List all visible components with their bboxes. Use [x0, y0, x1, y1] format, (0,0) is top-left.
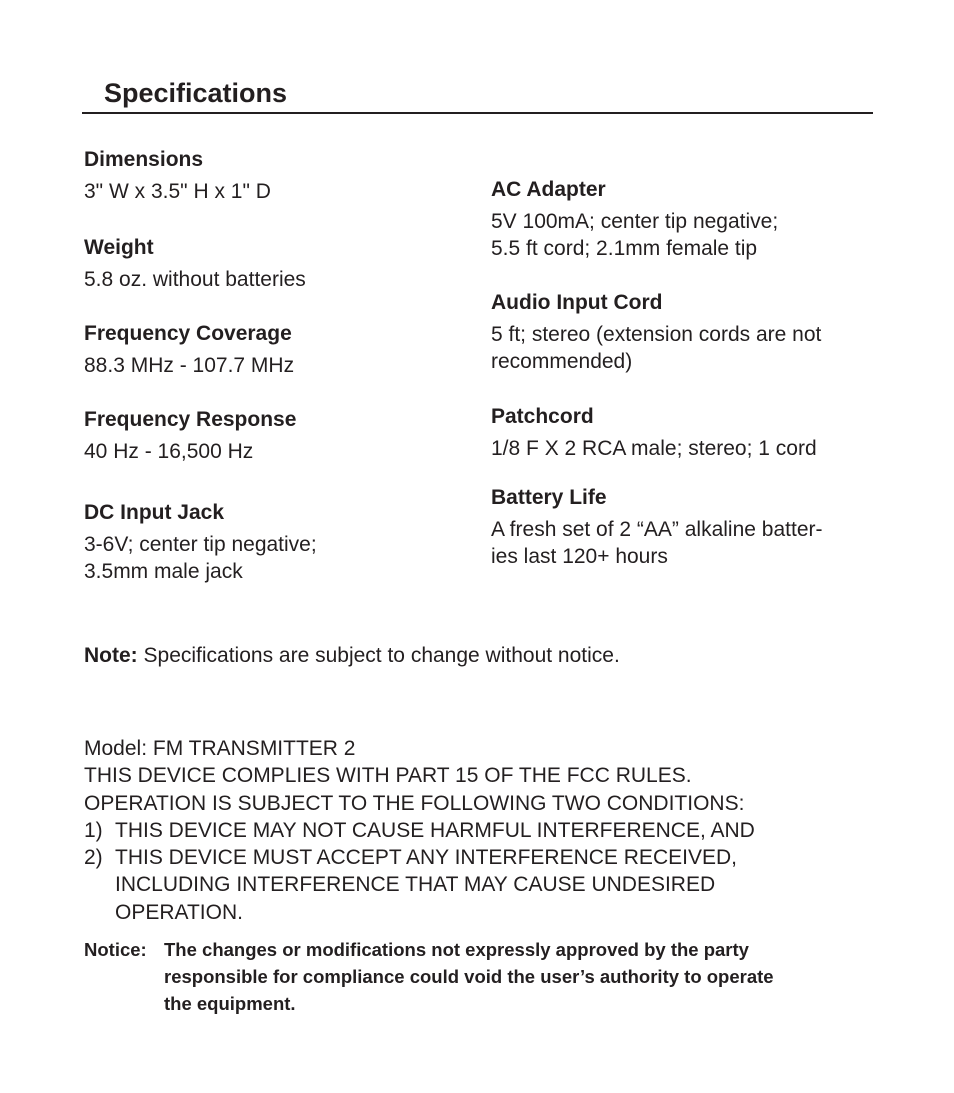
spec-value: 40 Hz - 16,500 Hz	[84, 440, 254, 463]
notice-label: Notice:	[84, 939, 147, 960]
fcc-condition-number: 1)	[84, 818, 103, 842]
spec-value: 3-6V; center tip negative; 3.5mm male jack	[84, 533, 317, 583]
spec-label: Frequency Coverage	[84, 322, 292, 345]
spec-dc-input-jack	[84, 499, 464, 585]
spec-label: DC Input Jack	[84, 501, 225, 524]
spec-patchcord	[491, 403, 871, 462]
fcc-condition-text: THIS DEVICE MAY NOT CAUSE HARMFUL INTERFERENCE, AND	[115, 818, 755, 842]
fcc-condition-2	[84, 844, 884, 926]
spec-dimensions	[84, 146, 464, 205]
fcc-model: Model: FM TRANSMITTER 2	[84, 737, 356, 760]
fcc-condition-number: 2)	[84, 846, 103, 870]
spec-value: 1/8 F X 2 RCA male; stereo; 1 cord	[491, 437, 817, 460]
spec-label: Frequency Response	[84, 408, 297, 431]
notice-text: The changes or modifications not expressly approved by the party responsible for compliance could void the user’s authority to operate the equipment.	[164, 939, 774, 1014]
fcc-line: THIS DEVICE COMPLIES WITH PART 15 OF THE FCC RULES.	[84, 764, 692, 788]
fcc-line: OPERATION IS SUBJECT TO THE FOLLOWING TWO CONDITIONS:	[84, 791, 745, 815]
spec-value: 5 ft; stereo (extension cords are not recommended)	[491, 323, 822, 373]
spec-value: 5V 100mA; center tip negative; 5.5 ft cord; 2.1mm female tip	[491, 210, 779, 260]
spec-audio-input-cord	[491, 289, 871, 375]
fcc-condition-1	[84, 817, 884, 844]
spec-label: Patchcord	[491, 405, 594, 428]
spec-value: 5.8 oz. without batteries	[84, 268, 306, 291]
spec-battery-life	[491, 484, 871, 570]
spec-label: Weight	[84, 236, 154, 259]
spec-value: A fresh set of 2 “AA” alkaline batter- ies last 120+ hours	[491, 518, 823, 568]
title-divider	[82, 112, 873, 114]
fcc-notice	[84, 936, 844, 1017]
spec-value: 3" W x 3.5" H x 1" D	[84, 180, 271, 203]
spec-label: AC Adapter	[491, 178, 606, 201]
spec-weight	[84, 234, 464, 293]
spec-label: Dimensions	[84, 148, 204, 171]
specs-note	[84, 642, 620, 669]
fcc-condition-text: THIS DEVICE MUST ACCEPT ANY INTERFERENCE RECEIVED, INCLUDING INTERFERENCE THAT MAY CAUSE UNDESIRED OPERATION.	[115, 846, 737, 924]
fcc-statement	[84, 735, 884, 926]
spec-value: 88.3 MHz - 107.7 MHz	[84, 354, 295, 377]
spec-label: Audio Input Cord	[491, 291, 663, 314]
note-text: Specifications are subject to change without notice.	[137, 644, 620, 667]
note-label: Note:	[84, 644, 138, 667]
spec-label: Battery Life	[491, 486, 607, 509]
spec-ac-adapter	[491, 176, 871, 262]
page-title: Specifications	[104, 78, 288, 108]
spec-frequency-response	[84, 406, 464, 465]
spec-frequency-coverage	[84, 320, 464, 379]
